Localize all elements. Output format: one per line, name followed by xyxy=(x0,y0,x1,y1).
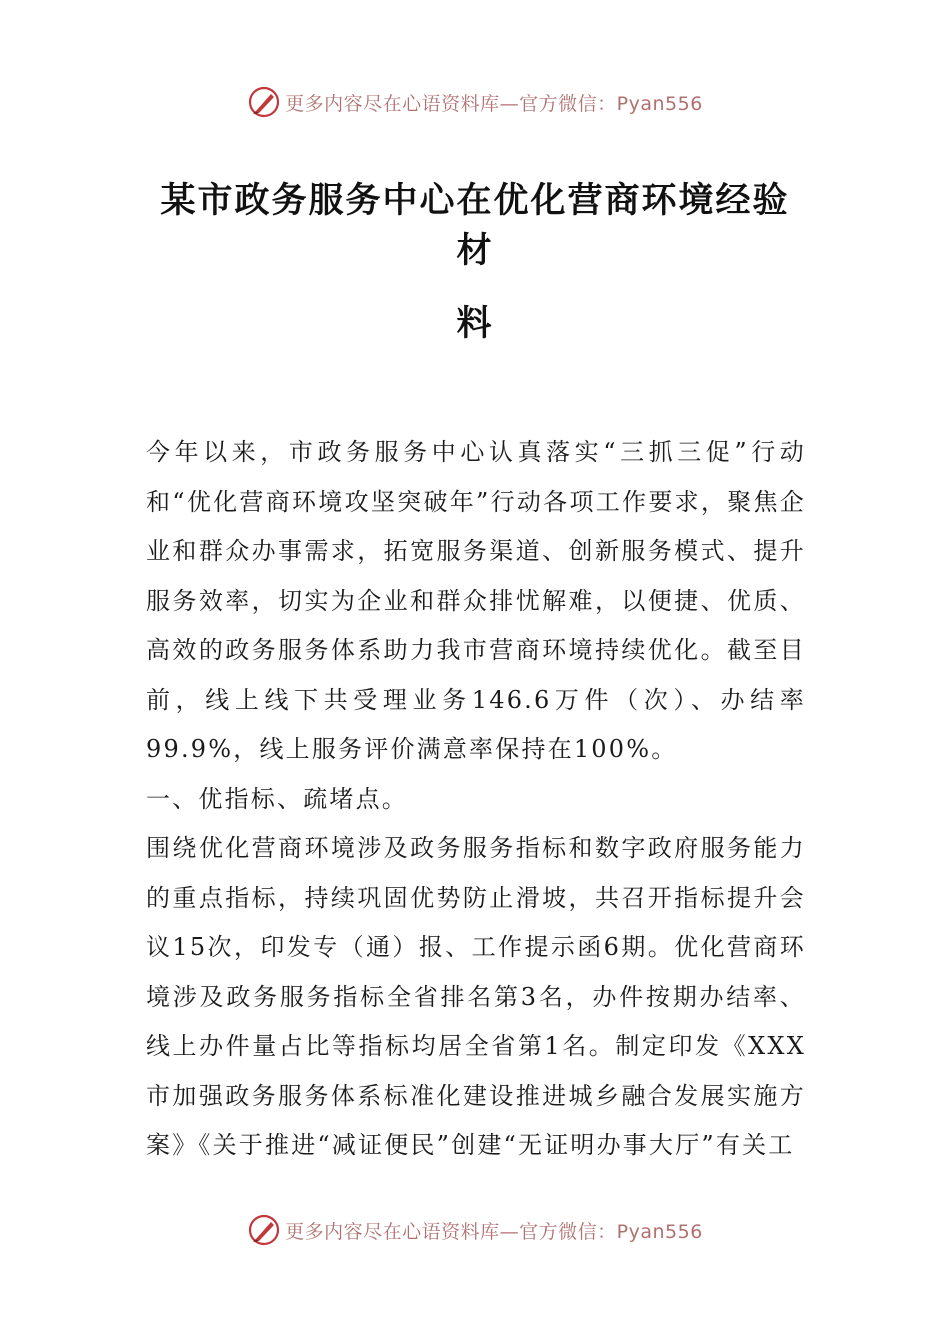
document-body xyxy=(146,428,806,1171)
footer-wechat-id: Pyan556 xyxy=(616,1220,703,1243)
pen-logo-icon xyxy=(247,1213,281,1247)
footer-banner-text: 更多内容尽在心语资料库—官方微信：Pyan556 xyxy=(285,1220,703,1243)
pen-logo-icon xyxy=(247,85,281,119)
document-title-line1: 某市政务服务中心在优化营商环境经验材 xyxy=(160,181,790,271)
paragraph-section-1: 围绕优化营商环境涉及政务服务指标和数字政府服务能力的重点指标，持续巩固优势防止滑坡，共召开指标提升会议15次，印发专（通）报、工作提示函6期。优化营商环境涉及政务服务指标全省排名第3名，办件按期办结率、线上办件量占比等指标均居全省第1名。制定印发《XXX市加强政务服务体系标准化建设推进城乡融合发展实施方案》《关于推进“减证便民”创建“无证明办事大厅”有关工 xyxy=(146,834,806,1159)
header-watermark-banner xyxy=(0,82,950,122)
header-banner-text: 更多内容尽在心语资料库—官方微信：Pyan556 xyxy=(285,92,703,115)
header-wechat-id: Pyan556 xyxy=(616,92,703,115)
document-title-line2: 料 xyxy=(456,304,494,344)
paragraph-intro: 今年以来，市政务服务中心认真落实“三抓三促”行动和“优化营商环境攻坚突破年”行动各项工作要求，聚焦企业和群众办事需求，拓宽服务渠道、创新服务模式、提升服务效率，切实为企业和群众排忧解难，以便捷、优质、高效的政务服务体系助力我市营商环境持续优化。截至目前，线上线下共受理业务146.6万件（次）、办结率99.9%，线上服务评价满意率保持在100%。 xyxy=(146,438,806,763)
footer-watermark-banner xyxy=(0,1210,950,1250)
section-heading-1: 一、优指标、疏堵点。 xyxy=(146,784,408,813)
